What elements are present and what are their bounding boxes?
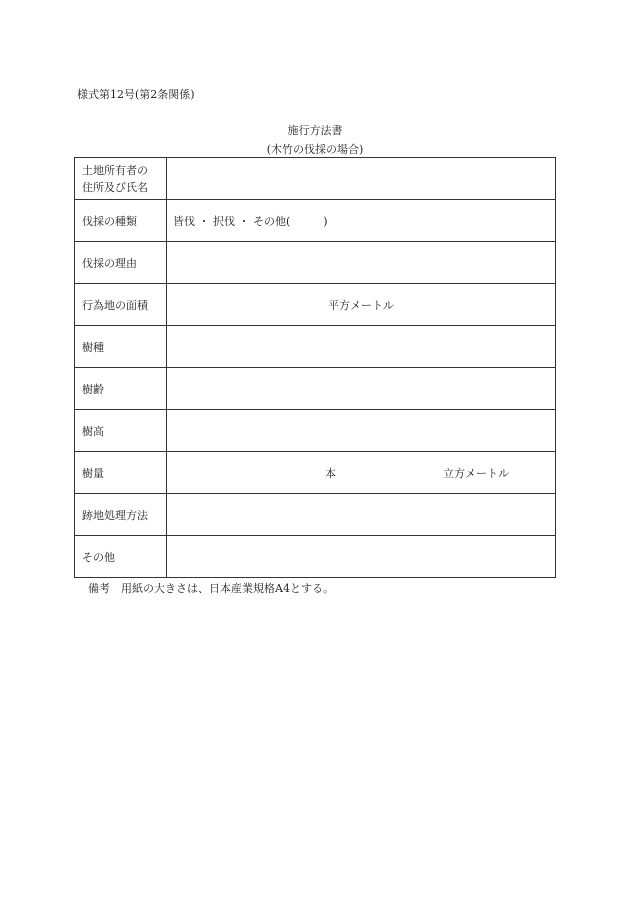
row-cutting-reason xyxy=(75,242,556,284)
construction-method-form-table xyxy=(74,157,556,578)
volume-cubic-unit: 立方メートル xyxy=(443,466,509,480)
row-owner xyxy=(75,158,556,200)
label-height: 樹高 xyxy=(75,410,167,452)
row-age xyxy=(75,368,556,410)
label-cutting-reason: 伐採の理由 xyxy=(75,242,167,284)
document-subtitle: (木竹の伐採の場合) xyxy=(266,143,364,156)
field-height[interactable] xyxy=(167,410,556,452)
form-number: 様式第12号(第2条関係) xyxy=(77,88,195,101)
document-title-block xyxy=(0,121,630,159)
field-age[interactable] xyxy=(167,368,556,410)
field-other[interactable] xyxy=(167,536,556,578)
row-area xyxy=(75,284,556,326)
row-other xyxy=(75,536,556,578)
cutting-type-options: 皆伐 ・ 択伐 ・ その他( ) xyxy=(173,214,328,228)
label-age: 樹齢 xyxy=(75,368,167,410)
field-species[interactable] xyxy=(167,326,556,368)
field-volume[interactable] xyxy=(167,452,556,494)
field-cutting-reason[interactable] xyxy=(167,242,556,284)
label-owner-line1: 土地所有者の xyxy=(82,163,148,177)
field-cutting-type[interactable] xyxy=(167,200,556,242)
row-cutting-type xyxy=(75,200,556,242)
field-area[interactable] xyxy=(167,284,556,326)
label-site-treatment: 跡地処理方法 xyxy=(75,494,167,536)
volume-count-unit: 本 xyxy=(325,466,336,480)
label-area: 行為地の面積 xyxy=(75,284,167,326)
field-owner[interactable] xyxy=(167,158,556,200)
row-site-treatment xyxy=(75,494,556,536)
row-species xyxy=(75,326,556,368)
label-other: その他 xyxy=(75,536,167,578)
area-unit: 平方メートル xyxy=(328,298,394,312)
label-owner xyxy=(75,158,167,200)
row-height xyxy=(75,410,556,452)
label-cutting-type: 伐採の種類 xyxy=(75,200,167,242)
label-volume: 樹量 xyxy=(75,452,167,494)
row-volume xyxy=(75,452,556,494)
field-site-treatment[interactable] xyxy=(167,494,556,536)
document-title: 施行方法書 xyxy=(287,124,343,137)
label-species: 樹種 xyxy=(75,326,167,368)
remark-note: 備考 用紙の大きさは、日本産業規格A4とする。 xyxy=(88,582,334,595)
label-owner-line2: 住所及び氏名 xyxy=(82,180,148,194)
